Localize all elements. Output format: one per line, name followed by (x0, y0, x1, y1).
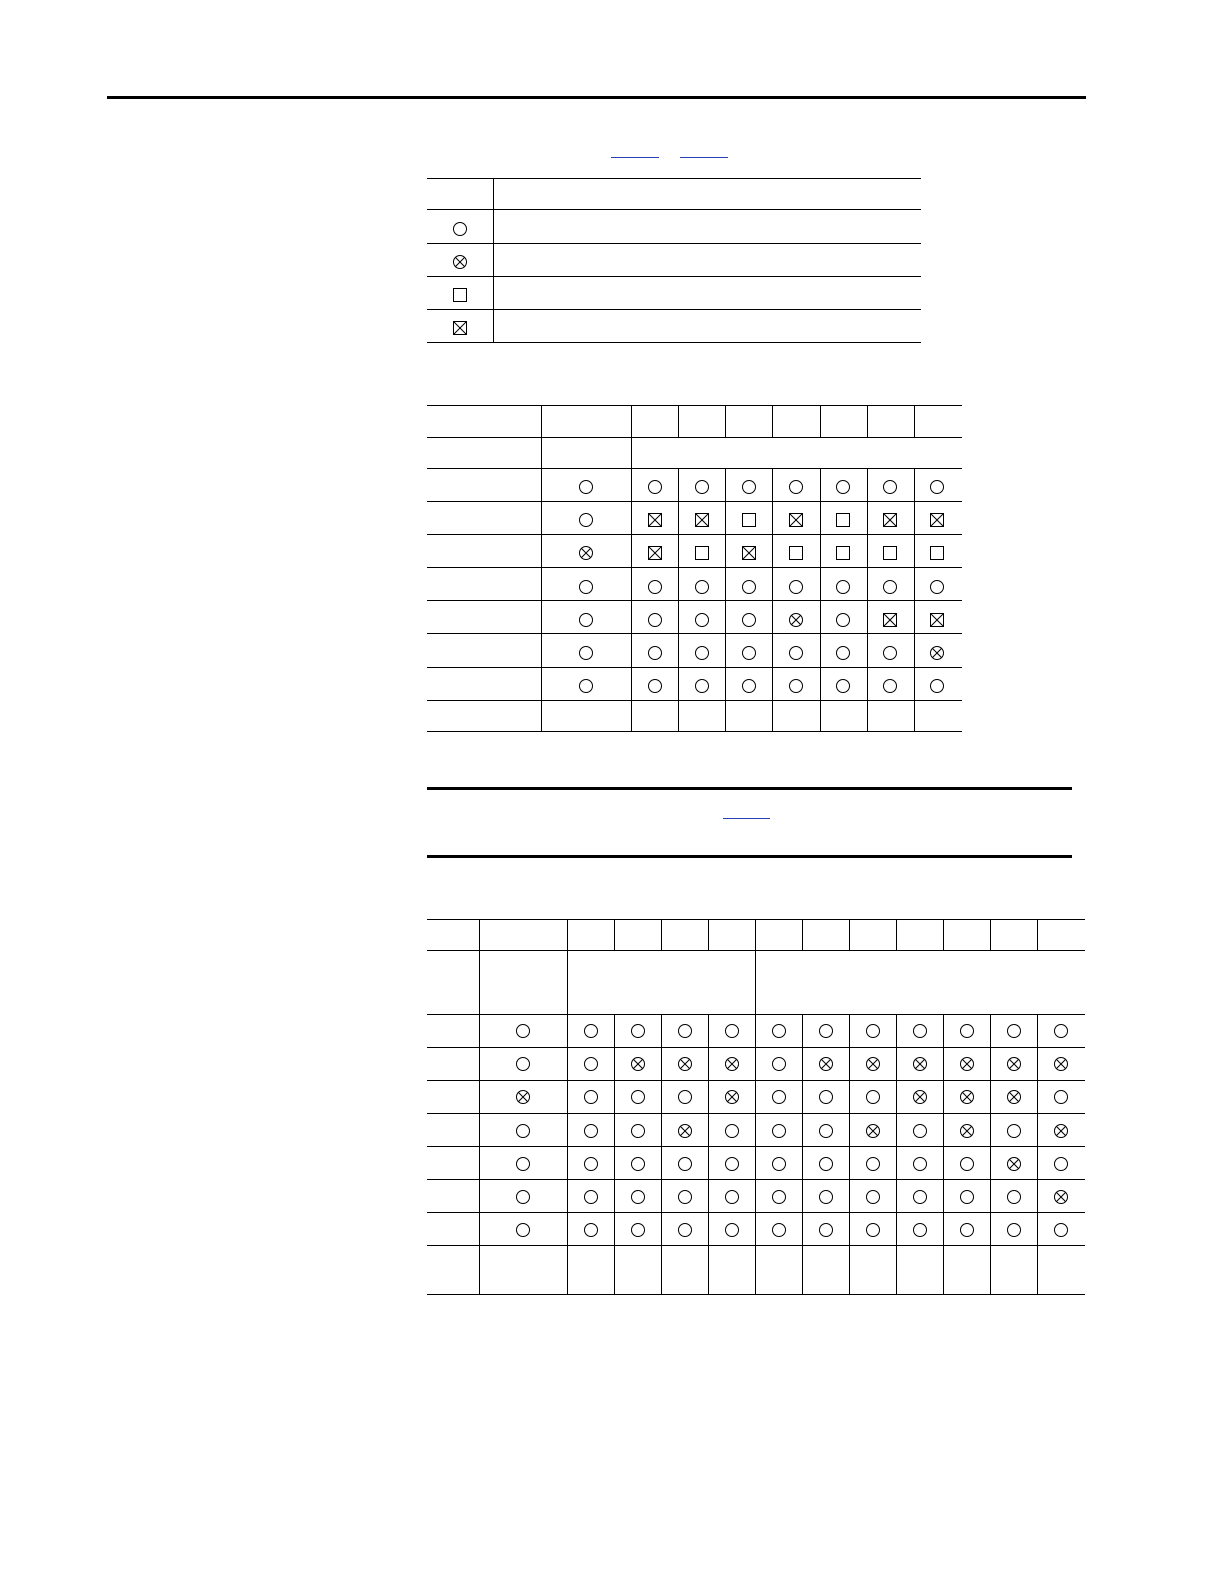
circle-symbol-icon (788, 645, 804, 661)
note-cross-reference-link[interactable] (723, 818, 770, 819)
circle-symbol-icon (835, 678, 851, 694)
circle-x-symbol-icon (515, 1089, 531, 1105)
table2-column-divider (661, 919, 662, 950)
circle-symbol-icon (818, 1189, 834, 1205)
circle-symbol-icon (1053, 1023, 1069, 1039)
table2-row-rule (427, 1212, 1085, 1213)
table2-column-divider (943, 1014, 944, 1295)
square-x-symbol-icon (647, 545, 663, 561)
table1-row-rule (427, 534, 962, 535)
circle-symbol-icon (1053, 1089, 1069, 1105)
circle-symbol-icon (724, 1123, 740, 1139)
table2-row-rule (427, 1245, 1085, 1246)
table2-row-rule (427, 1047, 1085, 1048)
circle-symbol-icon (882, 678, 898, 694)
legend-column-divider (493, 178, 494, 343)
circle-symbol-icon (818, 1089, 834, 1105)
circle-x-symbol-icon (630, 1056, 646, 1072)
square-symbol-icon (741, 512, 757, 528)
circle-symbol-icon (929, 579, 945, 595)
legend-row-rule (427, 309, 921, 310)
square-x-symbol-icon (694, 512, 710, 528)
square-x-symbol-icon (929, 612, 945, 628)
circle-symbol-icon (929, 678, 945, 694)
circle-symbol-icon (865, 1156, 881, 1172)
table2-column-divider (802, 919, 803, 950)
circle-symbol-icon (694, 579, 710, 595)
square-x-symbol-icon (882, 612, 898, 628)
circle-symbol-icon (452, 221, 468, 237)
circle-symbol-icon (515, 1156, 531, 1172)
circle-symbol-icon (788, 678, 804, 694)
circle-symbol-icon (771, 1156, 787, 1172)
circle-symbol-icon (647, 645, 663, 661)
square-symbol-icon (882, 545, 898, 561)
circle-x-symbol-icon (929, 645, 945, 661)
square-symbol-icon (929, 545, 945, 561)
square-symbol-icon (835, 545, 851, 561)
circle-x-symbol-icon (1053, 1123, 1069, 1139)
circle-symbol-icon (724, 1222, 740, 1238)
square-symbol-icon (694, 545, 710, 561)
circle-symbol-icon (647, 612, 663, 628)
table1-column-divider (678, 405, 679, 437)
circle-symbol-icon (818, 1123, 834, 1139)
table1-row-rule (427, 667, 962, 668)
table1-row-rule (427, 437, 962, 438)
table1-column-divider (914, 405, 915, 437)
circle-symbol-icon (630, 1089, 646, 1105)
circle-symbol-icon (741, 612, 757, 628)
circle-symbol-icon (677, 1023, 693, 1039)
table1-row-rule (427, 501, 962, 502)
circle-symbol-icon (741, 645, 757, 661)
table1-column-divider (725, 468, 726, 731)
circle-symbol-icon (583, 1089, 599, 1105)
circle-x-symbol-icon (724, 1056, 740, 1072)
square-symbol-icon (835, 512, 851, 528)
circle-symbol-icon (578, 512, 594, 528)
table1-column-divider (914, 468, 915, 731)
circle-symbol-icon (771, 1089, 787, 1105)
circle-x-symbol-icon (1006, 1056, 1022, 1072)
circle-x-symbol-icon (578, 545, 594, 561)
circle-symbol-icon (771, 1222, 787, 1238)
table1-column-divider (867, 468, 868, 731)
circle-symbol-icon (912, 1156, 928, 1172)
circle-symbol-icon (578, 612, 594, 628)
table2-row-rule (427, 919, 1085, 920)
note-bottom-rule (427, 855, 1072, 858)
table2-column-divider (1037, 919, 1038, 950)
table2-row-rule (427, 1014, 1085, 1015)
table2-row-rule (427, 950, 1085, 951)
circle-symbol-icon (1006, 1189, 1022, 1205)
page-header-rule (107, 96, 1086, 99)
circle-symbol-icon (835, 579, 851, 595)
circle-symbol-icon (771, 1189, 787, 1205)
circle-x-symbol-icon (677, 1056, 693, 1072)
circle-symbol-icon (630, 1222, 646, 1238)
circle-symbol-icon (630, 1123, 646, 1139)
table2-column-divider (896, 1014, 897, 1295)
circle-symbol-icon (865, 1189, 881, 1205)
circle-symbol-icon (630, 1189, 646, 1205)
table1-row-rule (427, 567, 962, 568)
circle-symbol-icon (583, 1189, 599, 1205)
circle-symbol-icon (1006, 1023, 1022, 1039)
table1-column-divider (867, 405, 868, 437)
circle-symbol-icon (959, 1156, 975, 1172)
circle-symbol-icon (929, 479, 945, 495)
circle-symbol-icon (578, 479, 594, 495)
table2-column-divider (708, 919, 709, 950)
circle-x-symbol-icon (788, 612, 804, 628)
table1-row-rule (427, 468, 962, 469)
table1-row-rule (427, 405, 962, 406)
square-x-symbol-icon (647, 512, 663, 528)
table2-column-divider (849, 919, 850, 950)
circle-symbol-icon (515, 1189, 531, 1205)
table2-column-divider (896, 919, 897, 950)
square-x-symbol-icon (452, 320, 468, 336)
circle-symbol-icon (741, 579, 757, 595)
circle-symbol-icon (882, 645, 898, 661)
circle-x-symbol-icon (865, 1056, 881, 1072)
circle-x-symbol-icon (959, 1056, 975, 1072)
table2-column-divider (479, 919, 480, 1295)
circle-x-symbol-icon (865, 1123, 881, 1139)
circle-symbol-icon (694, 479, 710, 495)
circle-symbol-icon (818, 1222, 834, 1238)
table1-row-rule (427, 731, 962, 732)
circle-symbol-icon (912, 1222, 928, 1238)
circle-symbol-icon (694, 645, 710, 661)
circle-x-symbol-icon (677, 1123, 693, 1139)
table1-column-divider (678, 468, 679, 731)
note-top-rule (427, 787, 1072, 790)
circle-symbol-icon (515, 1123, 531, 1139)
circle-symbol-icon (771, 1023, 787, 1039)
table2-column-divider (990, 1014, 991, 1295)
table2-column-divider (990, 919, 991, 950)
square-symbol-icon (788, 545, 804, 561)
circle-symbol-icon (724, 1189, 740, 1205)
circle-symbol-icon (515, 1023, 531, 1039)
circle-x-symbol-icon (818, 1056, 834, 1072)
circle-symbol-icon (1006, 1222, 1022, 1238)
cross-reference-link[interactable] (611, 157, 659, 158)
table2-bottom-rule (427, 1294, 1085, 1295)
table1-row-rule (427, 633, 962, 634)
circle-symbol-icon (694, 678, 710, 694)
circle-x-symbol-icon (452, 254, 468, 270)
circle-x-symbol-icon (1006, 1156, 1022, 1172)
circle-symbol-icon (865, 1023, 881, 1039)
circle-x-symbol-icon (724, 1089, 740, 1105)
table1-column-divider (631, 405, 632, 731)
circle-symbol-icon (515, 1056, 531, 1072)
circle-symbol-icon (677, 1089, 693, 1105)
table1-column-divider (820, 468, 821, 731)
circle-symbol-icon (647, 479, 663, 495)
circle-symbol-icon (583, 1222, 599, 1238)
circle-symbol-icon (771, 1056, 787, 1072)
circle-symbol-icon (882, 579, 898, 595)
circle-symbol-icon (677, 1189, 693, 1205)
circle-symbol-icon (741, 479, 757, 495)
circle-symbol-icon (835, 612, 851, 628)
square-x-symbol-icon (882, 512, 898, 528)
table1-row-rule (427, 700, 962, 701)
circle-symbol-icon (865, 1089, 881, 1105)
table2-column-divider (755, 919, 756, 1295)
circle-symbol-icon (647, 678, 663, 694)
table2-row-rule (427, 1179, 1085, 1180)
circle-x-symbol-icon (959, 1123, 975, 1139)
legend-row-rule (427, 243, 921, 244)
square-symbol-icon (452, 287, 468, 303)
square-x-symbol-icon (788, 512, 804, 528)
circle-symbol-icon (578, 678, 594, 694)
table1-column-divider (725, 405, 726, 437)
circle-symbol-icon (959, 1222, 975, 1238)
circle-symbol-icon (630, 1023, 646, 1039)
table1-row-rule (427, 600, 962, 601)
table2-column-divider (849, 1014, 850, 1295)
table2-column-divider (1037, 1014, 1038, 1295)
circle-symbol-icon (583, 1156, 599, 1172)
circle-symbol-icon (630, 1156, 646, 1172)
table2-column-divider (943, 919, 944, 950)
table2-column-divider (614, 1014, 615, 1295)
table2-column-divider (661, 1014, 662, 1295)
circle-symbol-icon (882, 479, 898, 495)
table2-column-divider (614, 919, 615, 950)
circle-symbol-icon (771, 1123, 787, 1139)
table2-column-divider (567, 919, 568, 1295)
table2-row-rule (427, 1146, 1085, 1147)
table2-row-rule (427, 1113, 1085, 1114)
circle-symbol-icon (583, 1123, 599, 1139)
circle-symbol-icon (835, 645, 851, 661)
table1-column-divider (772, 468, 773, 731)
circle-x-symbol-icon (959, 1089, 975, 1105)
circle-x-symbol-icon (912, 1089, 928, 1105)
circle-symbol-icon (578, 579, 594, 595)
circle-symbol-icon (677, 1156, 693, 1172)
circle-x-symbol-icon (1053, 1056, 1069, 1072)
circle-symbol-icon (578, 645, 594, 661)
circle-symbol-icon (583, 1023, 599, 1039)
square-x-symbol-icon (741, 545, 757, 561)
circle-symbol-icon (788, 579, 804, 595)
circle-symbol-icon (865, 1222, 881, 1238)
circle-symbol-icon (1006, 1123, 1022, 1139)
table2-row-rule (427, 1080, 1085, 1081)
square-x-symbol-icon (929, 512, 945, 528)
legend-row-rule (427, 276, 921, 277)
circle-symbol-icon (724, 1023, 740, 1039)
circle-symbol-icon (912, 1123, 928, 1139)
table2-column-divider (708, 1014, 709, 1295)
circle-symbol-icon (741, 678, 757, 694)
table1-column-divider (772, 405, 773, 437)
circle-symbol-icon (912, 1189, 928, 1205)
circle-symbol-icon (835, 479, 851, 495)
cross-reference-link[interactable] (680, 157, 728, 158)
circle-symbol-icon (515, 1222, 531, 1238)
legend-header-rule (427, 209, 921, 210)
circle-x-symbol-icon (912, 1056, 928, 1072)
circle-x-symbol-icon (1053, 1189, 1069, 1205)
circle-x-symbol-icon (1006, 1089, 1022, 1105)
circle-symbol-icon (818, 1156, 834, 1172)
circle-symbol-icon (647, 579, 663, 595)
circle-symbol-icon (1053, 1156, 1069, 1172)
circle-symbol-icon (1053, 1222, 1069, 1238)
circle-symbol-icon (959, 1023, 975, 1039)
legend-top-rule (427, 178, 921, 179)
circle-symbol-icon (912, 1023, 928, 1039)
circle-symbol-icon (583, 1056, 599, 1072)
circle-symbol-icon (959, 1189, 975, 1205)
table2-column-divider (802, 1014, 803, 1295)
table1-column-divider (820, 405, 821, 437)
circle-symbol-icon (677, 1222, 693, 1238)
circle-symbol-icon (788, 479, 804, 495)
legend-bottom-rule (427, 342, 921, 343)
circle-symbol-icon (818, 1023, 834, 1039)
circle-symbol-icon (724, 1156, 740, 1172)
circle-symbol-icon (694, 612, 710, 628)
table1-column-divider (541, 405, 542, 731)
